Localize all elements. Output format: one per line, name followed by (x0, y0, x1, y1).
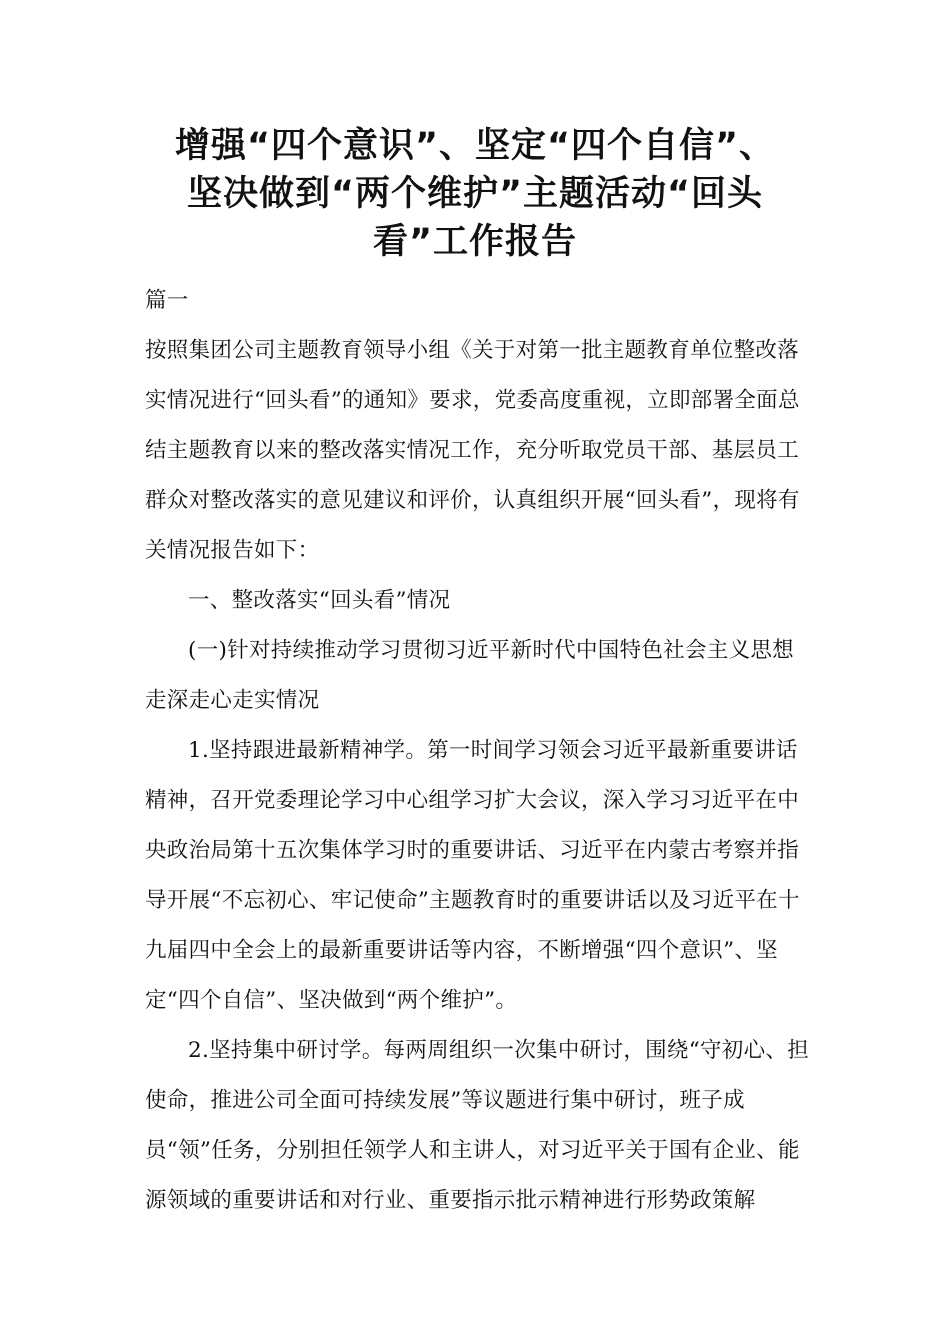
title-line-1: 增强“四个意识”、坚定“四个自信”、 (174, 126, 775, 166)
body-paragraph-2: 2.坚持集中研讨学。每两周组织一次集中研讨，围绕“守初心、担使命，推进公司全面可持续发展”等议题进行集中研讨，班子成员“领”任务，分别担任领学人和主讲人，对习近平关于国有企业、能源领域的重要讲话和对行业、重要指示批示精神进行形势政策解 (145, 1038, 810, 1213)
title-line-3: 看”工作报告 (372, 222, 577, 262)
heading-level-1: 一、整改落实“回头看”情况 (188, 588, 451, 613)
document-title (120, 122, 830, 266)
intro-paragraph: 按照集团公司主题教育领导小组《关于对第一批主题教育单位整改落实情况进行“回头看”的通知》要求，党委高度重视，立即部署全面总结主题教育以来的整改落实情况工作，充分听取党员干部、基层员工群众对整改落实的意见建议和评价，认真组织开展“回头看”，现将有关情况报告如下： (145, 338, 800, 563)
document-body (145, 276, 810, 1226)
body-paragraph-1: 1.坚持跟进最新精神学。第一时间学习领会习近平最新重要讲话精神，召开党委理论学习中心组学习扩大会议，深入学习习近平在中央政治局第十五次集体学习时的重要讲话、习近平在内蒙古考察并指导开展“不忘初心、牢记使命”主题教育时的重要讲话以及习近平在十九届四中全会上的最新重要讲话等内容，不断增强“四个意识”、坚定“四个自信”、坚决做到“两个维护”。 (145, 738, 800, 1013)
section-label: 篇一 (145, 288, 189, 313)
title-line-2: 坚决做到“两个维护”主题活动“回头 (186, 174, 763, 214)
heading-level-2: (一)针对持续推动学习贯彻习近平新时代中国特色社会主义思想走深走心走实情况 (145, 638, 794, 713)
